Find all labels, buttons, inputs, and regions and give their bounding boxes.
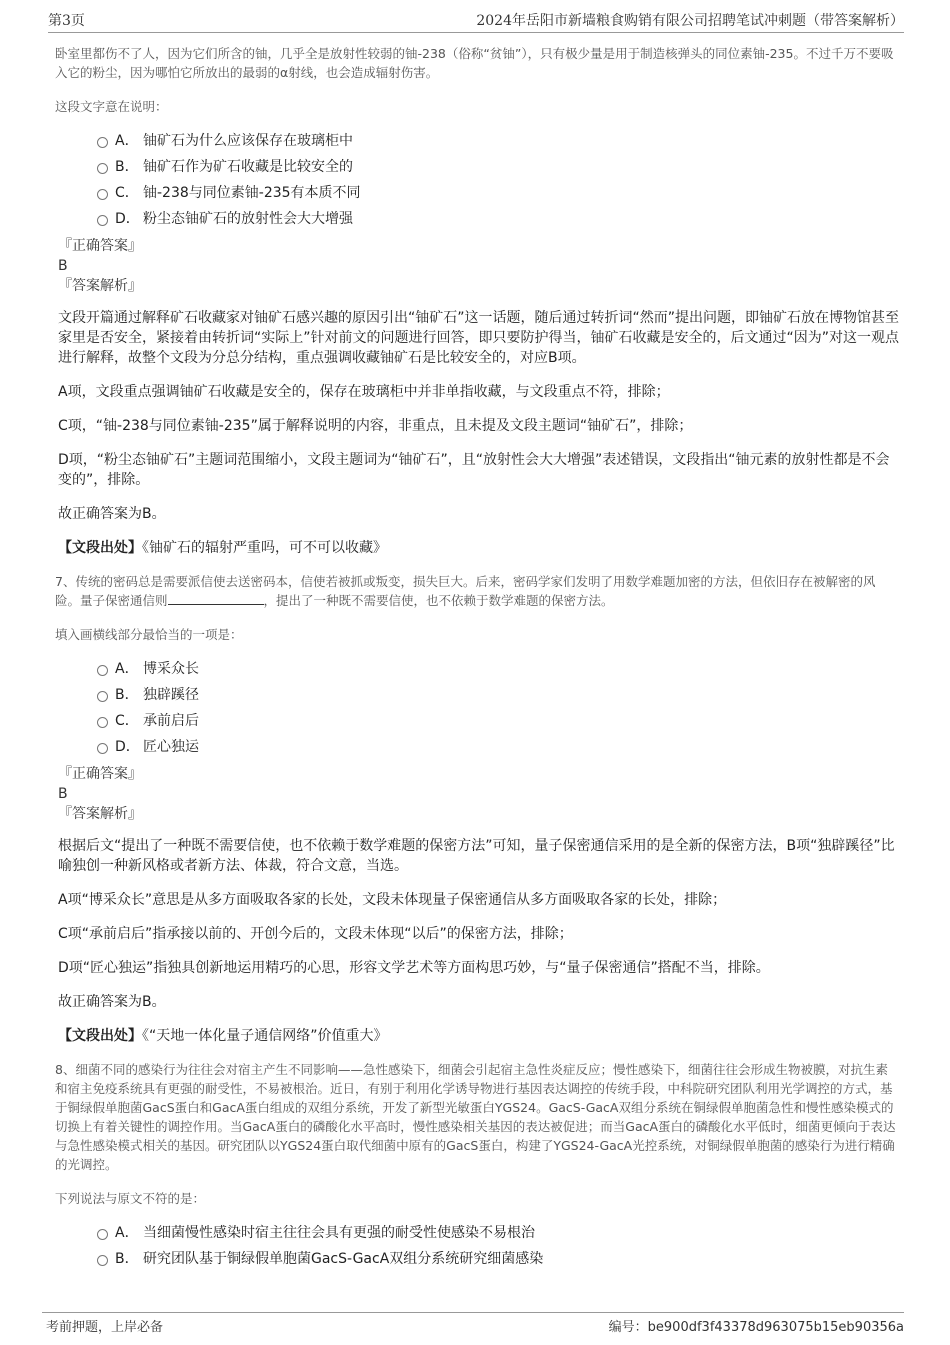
radio-icon[interactable]	[97, 137, 108, 148]
source-label: 【文段出处】	[58, 1028, 142, 1044]
option-text: 研究团队基于铜绿假单胞菌GacS-GacA双组分系统研究细菌感染	[143, 1251, 544, 1267]
q7-option-d[interactable]: D． 匠心独运	[55, 734, 900, 760]
radio-icon[interactable]	[97, 215, 108, 226]
q6-analysis-d: D项，“粉尘态铀矿石”主题词范围缩小，文段主题词为“铀矿石”，且“放射性会大大增强”表述错误，文段指出“铀元素的放射性都是不会变的”，排除。	[58, 452, 890, 488]
q7-analysis-a: A项“博采众长”意思是从多方面吸取各家的长处，文段未体现量子保密通信从多方面吸取各家的长处，排除；	[58, 892, 727, 908]
option-text: 匠心独运	[143, 739, 199, 755]
q6-option-c[interactable]: C． 铀-238与同位素铀-235有本质不同	[55, 180, 900, 206]
radio-icon[interactable]	[97, 163, 108, 174]
page-footer	[42, 1312, 904, 1335]
radio-icon[interactable]	[97, 1255, 108, 1266]
source-text: 《铀矿石的辐射严重吗，可不可以收藏》	[142, 540, 387, 556]
q7-analysis-main: 根据后文“提出了一种既不需要信使，也不依赖于数学难题的保密方法”可知，量子保密通信采用的是全新的保密方法，B项“独辟蹊径”比喻独创一种新风格或者新方法、体裁，符合文意，当选。	[58, 838, 895, 874]
q6-passage: 卧室里都伤不了人，因为它们所含的铀，几乎全是放射性较弱的铀-238（俗称“贫铀”），只有极少量是用于制造核弹头的同位素铀-235。不过千万不要吸入它的粉尘，因为哪怕它所放出的最弱的α射线，也会造成辐射伤害。	[55, 46, 894, 80]
option-text: 铀-238与同位素铀-235有本质不同	[143, 185, 361, 201]
q7-analysis-c: C项“承前启后”指承接以前的、开创今后的，文段未体现“以后”的保密方法，排除；	[58, 926, 573, 942]
q8-prompt: 下列说法与原文不符的是：	[55, 1191, 206, 1206]
radio-icon[interactable]	[97, 1229, 108, 1240]
option-text: 承前启后	[143, 713, 199, 729]
q6-answer-label: 『正确答案』	[58, 238, 142, 254]
page-content	[55, 44, 900, 1272]
q7-option-a[interactable]: A． 博采众长	[55, 656, 900, 682]
source-text: 《“天地一体化量子通信网络”价值重大》	[142, 1028, 388, 1044]
q7-answer-label: 『正确答案』	[58, 766, 142, 782]
q7-options	[55, 656, 900, 760]
q7-option-b[interactable]: B． 独辟蹊径	[55, 682, 900, 708]
q8-stem: 8、细菌不同的感染行为往往会对宿主产生不同影响——急性感染下，细菌会引起宿主急性炎症反应；慢性感染下，细菌往往会形成生物被膜，对抗生素和宿主免疫系统具有更强的耐受性，不易被根治。近日，有别于利用化学诱导物进行基因表达调控的传统手段，中科院研究团队利用光学调控的方式，基于铜绿假单胞菌GacS蛋白和GacA蛋白组成的双组分系统，开发了新型光敏蛋白YGS24。GacS-GacA双组分系统在铜绿假单胞菌急性和慢性感染模式的切换上有着关键性的调控作用。当GacA蛋白的磷酸化水平高时，慢性感染相关基因的表达被促进；而当GacA蛋白的磷酸化水平低时，细菌更倾向于表达与急性感染模式相关的基因。研究团队以YGS24蛋白取代细菌中原有的GacS蛋白，构建了YGS24-GacA光控系统，对铜绿假单胞菌的感染行为进行精确的光调控。	[55, 1062, 896, 1172]
option-text: 铀矿石为什么应该保存在玻璃柜中	[143, 133, 353, 149]
q7-stem: 7、传统的密码总是需要派信使去送密码本，信使若被抓或叛变，损失巨大。后来，密码学家们发明了用数学难题加密的方法，但依旧存在被解密的风险。量子保密通信则 ，提出了一种既不需要信使，也不依赖于数学难题的保密方法。	[55, 574, 876, 608]
q6-options	[55, 128, 900, 232]
q7-conclusion: 故正确答案为B。	[58, 994, 166, 1010]
q7-analysis-label: 『答案解析』	[58, 806, 142, 822]
option-text: 粉尘态铀矿石的放射性会大大增强	[143, 211, 353, 227]
q6-analysis-a: A项，文段重点强调铀矿石收藏是安全的，保存在玻璃柜中并非单指收藏，与文段重点不符，排除；	[58, 384, 670, 400]
q6-analysis-label: 『答案解析』	[58, 278, 142, 294]
source-label: 【文段出处】	[58, 540, 142, 556]
q6-option-d[interactable]: D． 粉尘态铀矿石的放射性会大大增强	[55, 206, 900, 232]
radio-icon[interactable]	[97, 189, 108, 200]
q6-prompt: 这段文字意在说明：	[55, 99, 168, 114]
q6-analysis-main: 文段开篇通过解释矿石收藏家对铀矿石感兴趣的原因引出“铀矿石”这一话题，随后通过转折词“然而”提出问题，即铀矿石放在博物馆甚至家里是否安全，紧接着由转折词“实际上”针对前文的问题进行回答，即只要防护得当，铀矿石收藏是安全的，后文通过“因为”对这一观点进行解释，故整个文段为分总分结构，重点强调收藏铀矿石是比较安全的，对应B项。	[58, 310, 900, 366]
option-text: 独辟蹊径	[143, 687, 199, 703]
q7-prompt: 填入画横线部分最恰当的一项是：	[55, 627, 243, 642]
option-text: 当细菌慢性感染时宿主往往会具有更强的耐受性使感染不易根治	[143, 1225, 535, 1241]
q7-option-c[interactable]: C． 承前启后	[55, 708, 900, 734]
option-text: 博采众长	[143, 661, 199, 677]
q7-source	[55, 1026, 900, 1046]
footer-slogan: 考前押题，上岸必备	[46, 1320, 164, 1335]
q8-options	[55, 1220, 900, 1272]
q6-option-a[interactable]: A． 铀矿石为什么应该保存在玻璃柜中	[55, 128, 900, 154]
q8-option-b[interactable]: B． 研究团队基于铜绿假单胞菌GacS-GacA双组分系统研究细菌感染	[55, 1246, 900, 1272]
q6-source	[55, 538, 900, 558]
q7-answer: B	[58, 786, 68, 802]
q6-option-b[interactable]: B． 铀矿石作为矿石收藏是比较安全的	[55, 154, 900, 180]
q6-answer: B	[58, 258, 68, 274]
document-title: 2024年岳阳市新墙粮食购销有限公司招聘笔试冲刺题（带答案解析）	[476, 13, 904, 29]
fill-blank	[168, 592, 264, 605]
radio-icon[interactable]	[97, 665, 108, 676]
q6-analysis-c: C项，“铀-238与同位素铀-235”属于解释说明的内容，非重点，且未提及文段主题词“铀矿石”，排除；	[58, 418, 693, 434]
q7-analysis-d: D项“匠心独运”指独具创新地运用精巧的心思，形容文学艺术等方面构思巧妙，与“量子保密通信”搭配不当，排除。	[58, 960, 770, 976]
radio-icon[interactable]	[97, 743, 108, 754]
page-header	[48, 8, 904, 33]
page-number: 第3页	[48, 13, 85, 29]
radio-icon[interactable]	[97, 717, 108, 728]
document-code: be900df3f43378d963075b15eb90356a	[647, 1320, 904, 1335]
q6-conclusion: 故正确答案为B。	[58, 506, 166, 522]
q8-option-a[interactable]: A． 当细菌慢性感染时宿主往往会具有更强的耐受性使感染不易根治	[55, 1220, 900, 1246]
radio-icon[interactable]	[97, 691, 108, 702]
option-text: 铀矿石作为矿石收藏是比较安全的	[143, 159, 353, 175]
footer-code: 编号：be900df3f43378d963075b15eb90356a	[608, 1320, 904, 1335]
